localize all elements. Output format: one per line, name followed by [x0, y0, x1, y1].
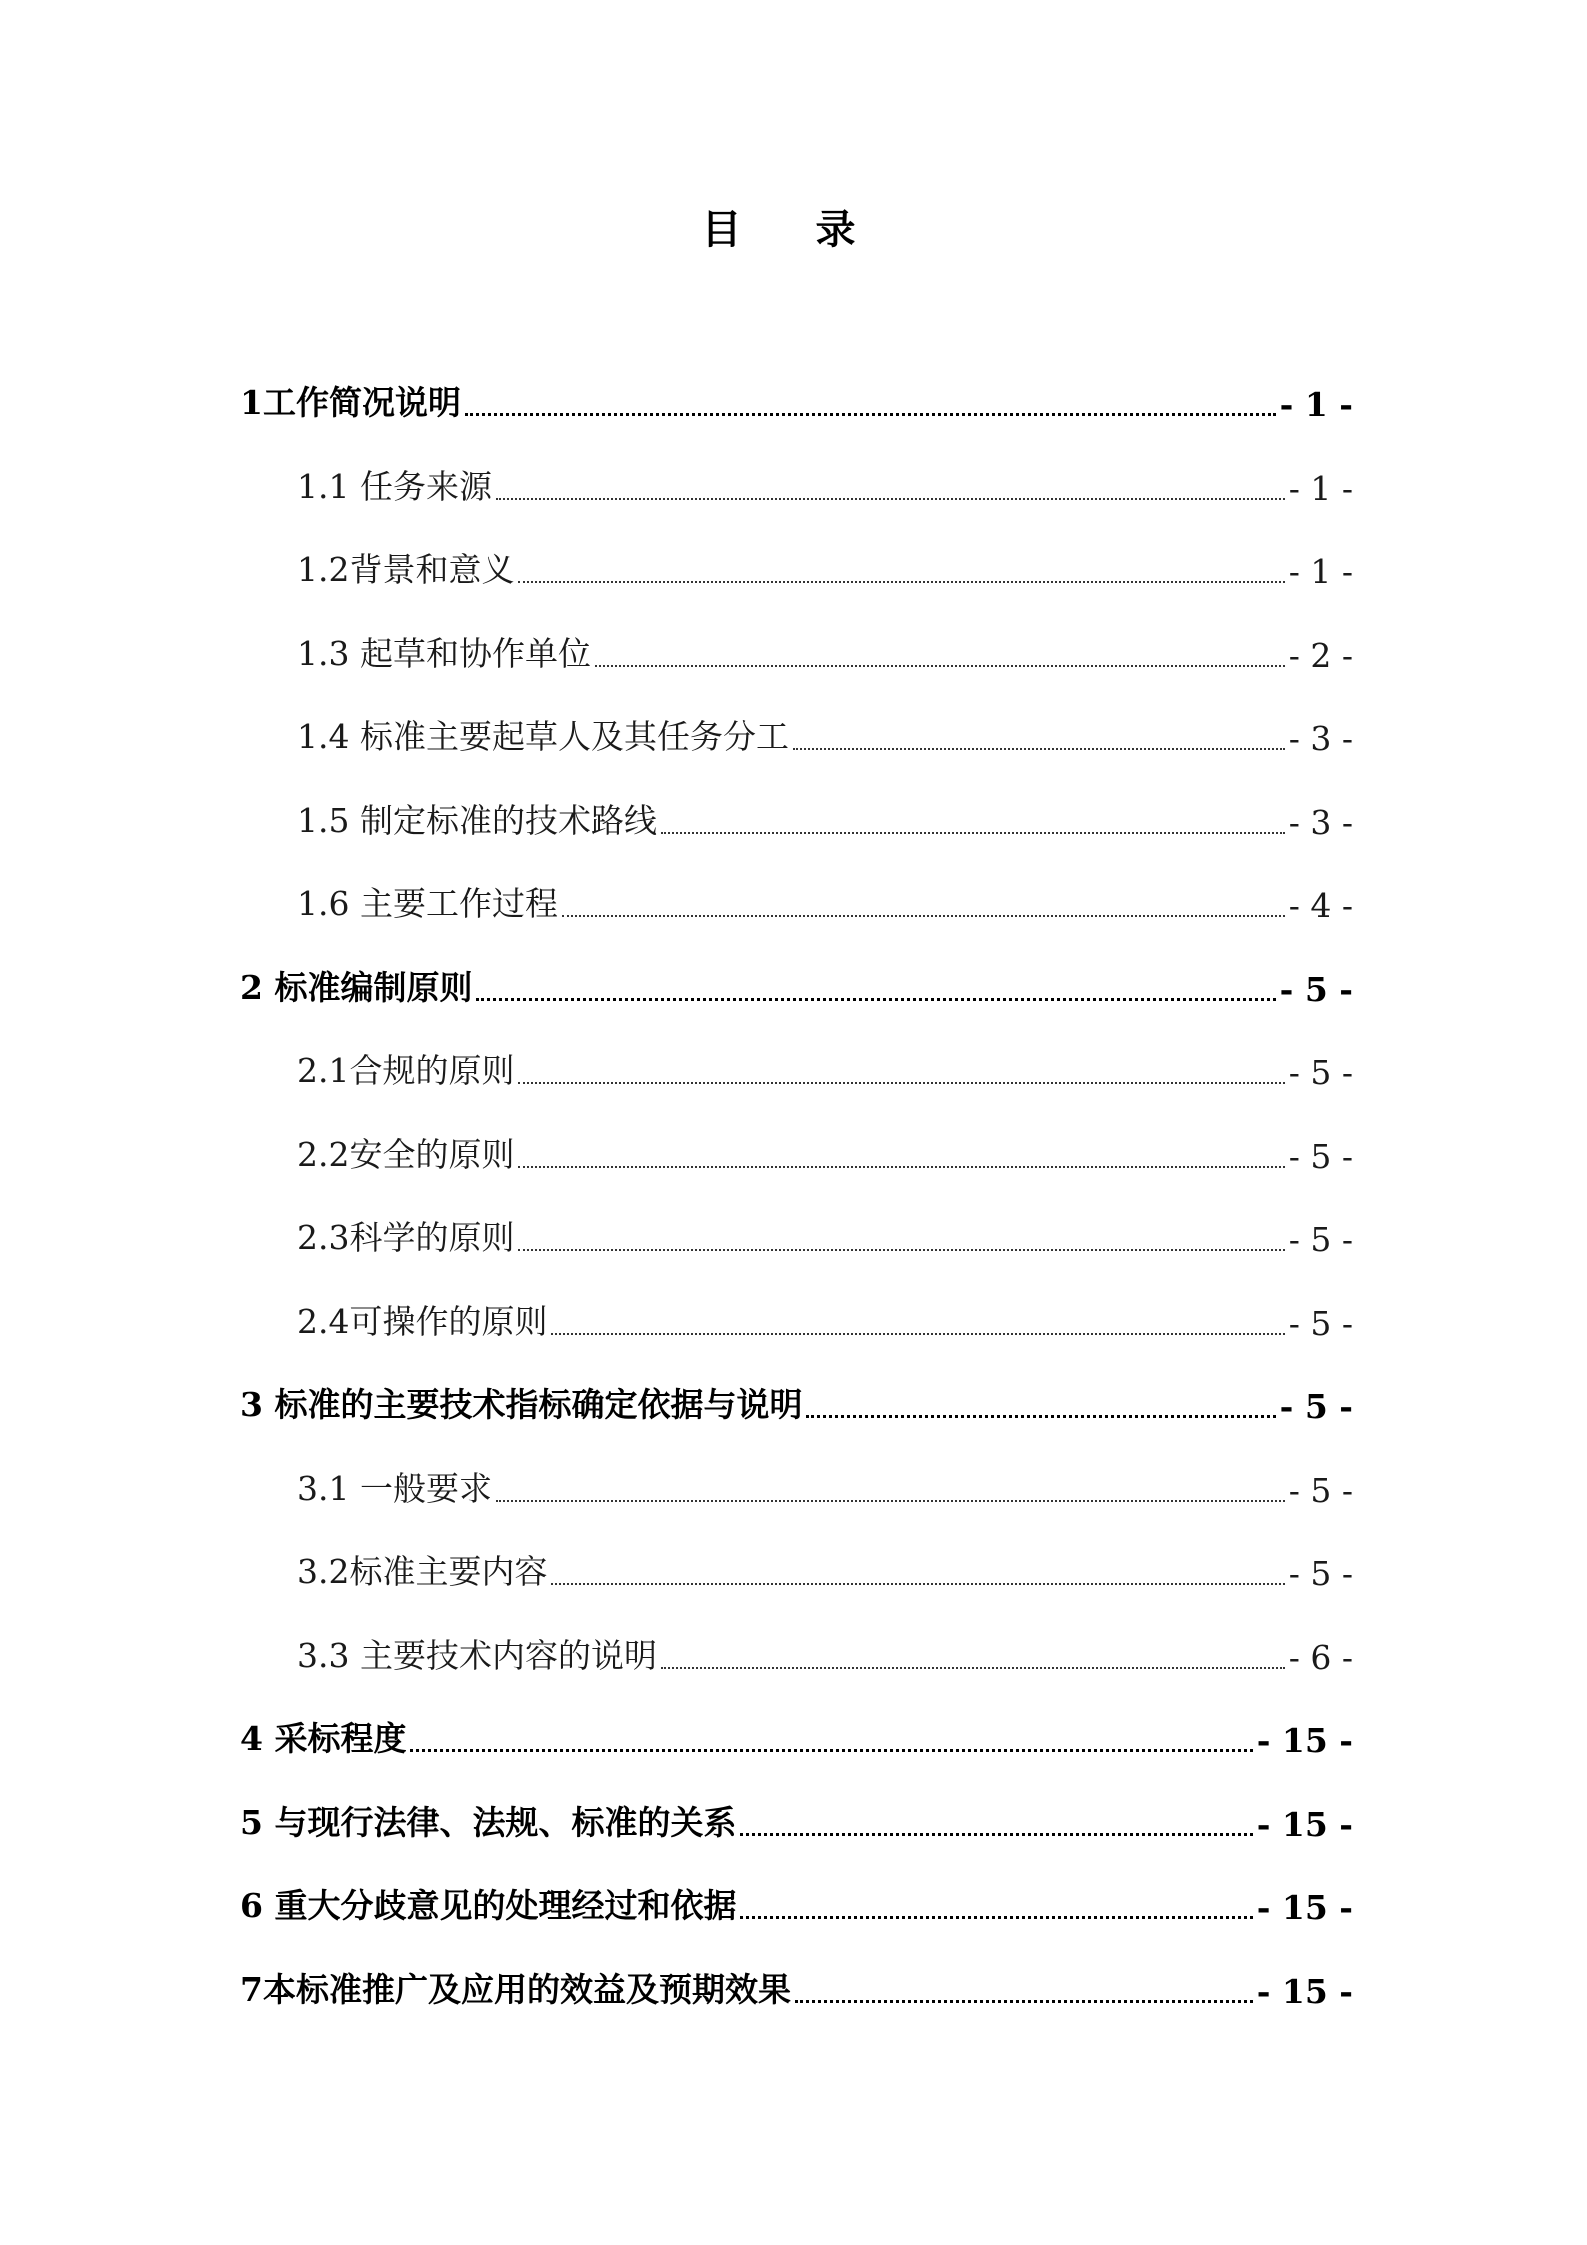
toc-entry[interactable]: [240, 1875, 1353, 1935]
toc-entry-number: 1.2: [297, 550, 350, 589]
toc-entry-number: 2.2: [297, 1135, 350, 1174]
toc-entry-page: - 1 -: [1288, 552, 1353, 591]
toc-leader-dots: [476, 998, 1275, 1001]
toc-entry-number: 4: [240, 1719, 263, 1758]
toc-entry-page: - 1 -: [1279, 385, 1353, 424]
toc-leader-dots: [410, 1749, 1252, 1752]
toc-entry-label: 安全的原则: [349, 1135, 515, 1174]
toc-leader-dots: [465, 413, 1276, 416]
toc-entry-title: [297, 1045, 514, 1100]
toc-entry-page: - 5 -: [1288, 1304, 1353, 1343]
toc-leader-dots: [795, 2000, 1253, 2003]
toc-entry-title: [297, 461, 492, 516]
toc-entry-number: 3.3: [297, 1636, 350, 1675]
toc-entry-page: - 5 -: [1279, 1387, 1353, 1426]
toc-leader-dots: [518, 581, 1284, 583]
toc-entry-title: [297, 1546, 547, 1601]
toc-entry-label: 背景和意义: [349, 550, 515, 589]
toc-entry-page: - 5 -: [1288, 1053, 1353, 1092]
toc-entry-number: 1.6: [297, 884, 350, 923]
toc-entry-label: 主要技术内容的说明: [349, 1636, 657, 1675]
toc-entry-label: 采标程度: [262, 1719, 407, 1758]
toc-entry-label: 标准主要内容: [349, 1552, 548, 1591]
toc-entry-page: - 5 -: [1288, 1471, 1353, 1510]
toc-leader-dots: [562, 915, 1285, 917]
toc-entry-label: 任务来源: [349, 467, 492, 506]
toc-entry-page: - 3 -: [1288, 719, 1353, 758]
toc-entry-number: 2: [240, 968, 263, 1007]
toc-entry-number: 1.5: [297, 801, 350, 840]
toc-leader-dots: [496, 1500, 1285, 1502]
toc-entry-number: 1: [240, 383, 263, 422]
toc-entry-number: 3.1: [297, 1469, 350, 1508]
toc-entry-title: [297, 1129, 514, 1184]
toc-entry-number: 1.1: [297, 467, 350, 506]
toc-leader-dots: [551, 1333, 1284, 1335]
toc-entry[interactable]: [297, 706, 1353, 766]
toc-entry[interactable]: [297, 1541, 1353, 1601]
toc-entry[interactable]: [297, 1207, 1353, 1267]
toc-entry-number: 2.1: [297, 1051, 350, 1090]
toc-entry[interactable]: [297, 1458, 1353, 1518]
toc-entry-page: - 15 -: [1256, 1972, 1353, 2011]
toc-leader-dots: [518, 1249, 1284, 1251]
toc-entry-title: [297, 1630, 657, 1685]
toc-entry-page: - 2 -: [1288, 636, 1353, 675]
toc-entry-number: 1.3: [297, 634, 350, 673]
toc-entry-number: 1.4: [297, 717, 350, 756]
toc-entry-title: [240, 377, 461, 432]
toc-entry-title: [240, 1379, 802, 1434]
toc-entry-title: [297, 878, 558, 933]
toc-entry-label: 标准主要起草人及其任务分工: [349, 717, 789, 756]
toc-leader-dots: [595, 665, 1285, 667]
toc-entry[interactable]: [297, 873, 1353, 933]
toc-entry[interactable]: [297, 1291, 1353, 1351]
toc-entry-title: [297, 1463, 492, 1518]
toc-entry-number: 7: [240, 1970, 263, 2009]
toc-entry[interactable]: [297, 1124, 1353, 1184]
toc-entry-title: [240, 962, 472, 1017]
toc-entry-number: 3.2: [297, 1552, 350, 1591]
toc-entry-label: 科学的原则: [349, 1218, 515, 1257]
toc-entry-title: [240, 1964, 791, 2019]
toc-entry-title: [297, 628, 591, 683]
toc-entry[interactable]: [297, 1625, 1353, 1685]
toc-entry-label: 起草和协作单位: [349, 634, 591, 673]
toc-entry-label: 标准的主要技术指标确定依据与说明: [262, 1385, 803, 1424]
toc-entry-number: 5: [240, 1803, 263, 1842]
toc-entry[interactable]: [240, 957, 1353, 1017]
toc-entry-page: - 5 -: [1288, 1220, 1353, 1259]
toc-entry[interactable]: [297, 456, 1353, 516]
toc-entry-label: 重大分歧意见的处理经过和依据: [262, 1886, 737, 1925]
toc-entry-page: - 3 -: [1288, 803, 1353, 842]
toc-leader-dots: [793, 748, 1285, 750]
toc-entry[interactable]: [240, 1959, 1353, 2019]
toc-entry-title: [297, 1296, 547, 1351]
toc-entry-label: 工作简况说明: [262, 383, 461, 422]
toc-entry-label: 主要工作过程: [349, 884, 558, 923]
toc-entry-label: 可操作的原则: [349, 1302, 548, 1341]
page-title: 目 录: [701, 207, 886, 253]
toc-entry[interactable]: [297, 790, 1353, 850]
toc-leader-dots: [661, 1667, 1285, 1669]
toc-entry-title: [297, 1212, 514, 1267]
toc-entry-label: 与现行法律、法规、标准的关系: [262, 1803, 737, 1842]
toc-entry[interactable]: [240, 1708, 1353, 1768]
toc-entry-label: 制定标准的技术路线: [349, 801, 657, 840]
toc-entry-page: - 15 -: [1256, 1888, 1353, 1927]
toc-leader-dots: [806, 1415, 1275, 1418]
toc-entry-label: 本标准推广及应用的效益及预期效果: [262, 1970, 791, 2009]
toc-entry-number: 2.3: [297, 1218, 350, 1257]
toc-entry-number: 6: [240, 1886, 263, 1925]
toc-entry-page: - 15 -: [1256, 1721, 1353, 1760]
toc-entry-page: - 1 -: [1288, 469, 1353, 508]
toc-entry-page: - 6 -: [1288, 1638, 1353, 1677]
toc-entry-page: - 4 -: [1288, 886, 1353, 925]
toc-entry-number: 3: [240, 1385, 263, 1424]
toc-entry-page: - 5 -: [1288, 1554, 1353, 1593]
toc-leader-dots: [740, 1916, 1252, 1919]
toc-entry-label: 合规的原则: [349, 1051, 515, 1090]
toc-entry-title: [297, 544, 514, 599]
toc-entry-title: [297, 795, 657, 850]
toc-leader-dots: [740, 1833, 1252, 1836]
toc-leader-dots: [551, 1583, 1284, 1585]
toc-entry[interactable]: [297, 539, 1353, 599]
toc-entry-label: 一般要求: [349, 1469, 492, 1508]
toc-leader-dots: [518, 1166, 1284, 1168]
toc-entry-title: [240, 1880, 736, 1935]
toc-entry-page: - 15 -: [1256, 1805, 1353, 1844]
toc-entry-title: [297, 711, 789, 766]
toc-leader-dots: [661, 832, 1285, 834]
toc-entry[interactable]: [297, 623, 1353, 683]
toc-entry[interactable]: [240, 372, 1353, 432]
toc-leader-dots: [518, 1082, 1284, 1084]
toc-entry[interactable]: [240, 1792, 1353, 1852]
toc-entry-label: 标准编制原则: [262, 968, 473, 1007]
toc-entry-title: [240, 1797, 736, 1852]
toc-entry[interactable]: [240, 1374, 1353, 1434]
toc-entry-title: [240, 1713, 406, 1768]
toc-entry[interactable]: [297, 1040, 1353, 1100]
toc-leader-dots: [496, 498, 1285, 500]
toc-entry-page: - 5 -: [1288, 1137, 1353, 1176]
toc-entry-number: 2.4: [297, 1302, 350, 1341]
toc-entry-page: - 5 -: [1279, 970, 1353, 1009]
